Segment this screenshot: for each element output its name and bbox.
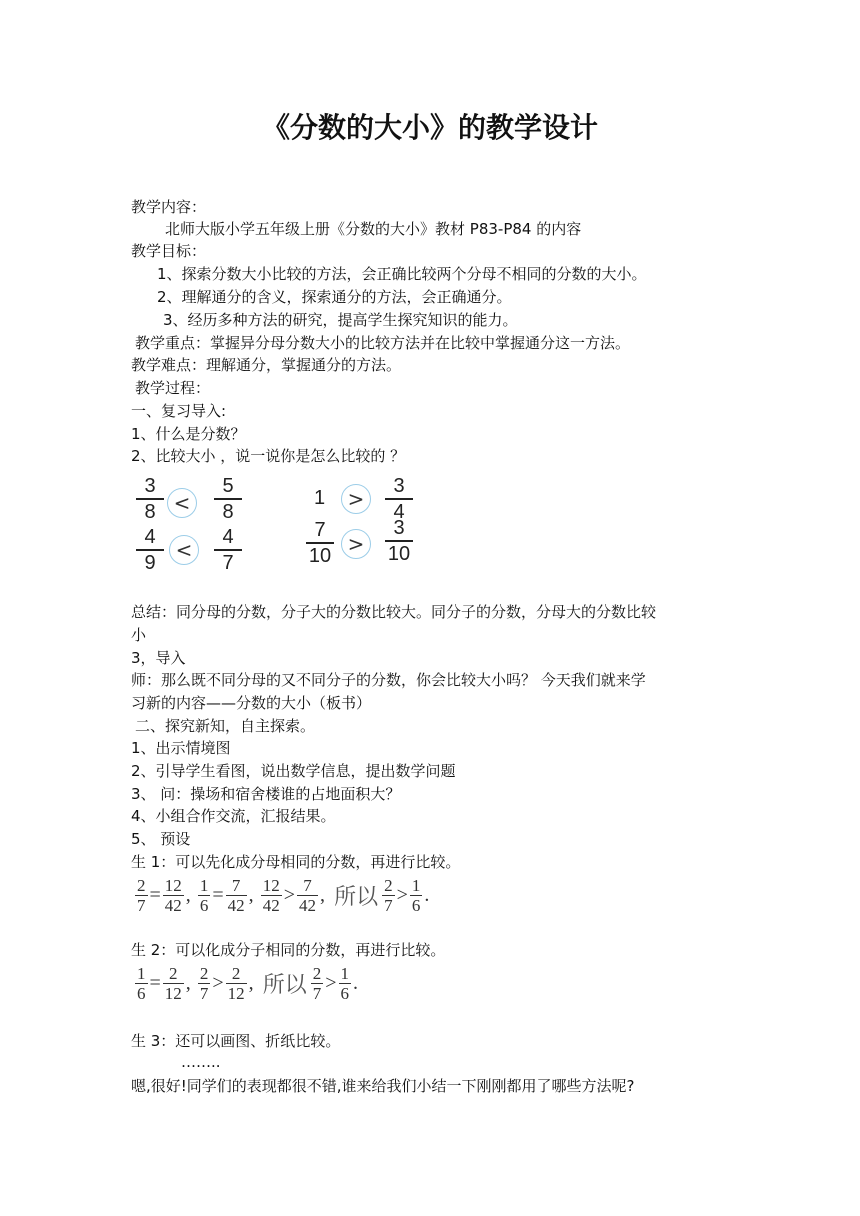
student-3: 生 3：还可以画图、折纸比较。: [131, 1032, 341, 1050]
part2-heading: 二、探究新知，自主探索。: [135, 717, 316, 735]
goal-label: 教学目标：: [131, 242, 207, 260]
difficulty: 教学难点：理解通分，掌握通分的方法。: [131, 356, 402, 374]
comma: ,: [320, 884, 326, 907]
fraction: $\frac{12}{42}$: [262, 876, 280, 916]
fraction: $\frac{1}{6}$: [411, 876, 421, 916]
fraction: $\frac{2}{7}$: [384, 876, 393, 916]
fraction: $\frac{2}{12}$: [227, 964, 245, 1004]
greater-than-sign: >: [396, 884, 408, 907]
content-label: 教学内容：: [131, 198, 207, 216]
fraction: 4 9: [132, 527, 168, 573]
fraction: $\frac{2}{7}$: [199, 964, 209, 1004]
equation-common-numerator: [134, 964, 359, 1010]
whole-number: 1: [314, 487, 326, 509]
fraction: 3 10: [381, 518, 417, 564]
fraction: $\frac{2}{7}$: [312, 964, 322, 1004]
ellipsis: ……..: [181, 1053, 221, 1071]
equals-sign: =: [149, 884, 161, 907]
part1-heading: 一、复习导入:: [131, 402, 227, 420]
equals-sign: =: [149, 972, 161, 995]
document-title: 《分数的大小》的教学设计: [261, 111, 598, 144]
question-1: 1、什么是分数？: [131, 425, 246, 443]
summary-line-2: 小: [131, 626, 147, 644]
goal-1: 1、探索分数大小比较的方法，会正确比较两个分母不相同的分数的大小。: [157, 265, 647, 283]
fraction: 3 4: [381, 476, 417, 522]
less-than-symbol: <: [167, 488, 197, 518]
goal-2: 2、理解通分的含义，探索通分的方法，会正确通分。: [157, 288, 512, 306]
comma: ,: [248, 884, 254, 907]
therefore-text: 所以: [334, 885, 379, 911]
fraction: $\frac{2}{7}$: [137, 876, 146, 916]
teacher-line-2: 习新的内容——分数的大小（板书）: [131, 694, 372, 712]
fraction: $\frac{12}{42}$: [164, 876, 182, 916]
step-2: 2、引导学生看图，说出数学信息，提出数学问题: [131, 762, 456, 780]
period: .: [353, 972, 359, 995]
fraction: $\frac{7}{42}$: [227, 876, 245, 916]
step-3: 3、 问：操场和宿舍楼谁的占地面积大？: [131, 785, 401, 803]
greater-than-symbol: >: [341, 529, 371, 559]
content-text: 北师大版小学五年级上册《分数的大小》教材 P83-P84 的内容: [165, 220, 582, 238]
fraction: $\frac{2}{12}$: [164, 964, 182, 1004]
fraction: $\frac{7}{42}$: [299, 876, 317, 916]
step-4: 4、小组合作交流，汇报结果。: [131, 807, 336, 825]
process-label: 教学过程：: [135, 379, 211, 397]
less-than-symbol: <: [169, 535, 199, 565]
fraction: 7 10: [302, 520, 338, 566]
equals-sign: =: [212, 884, 224, 907]
student-2: 生 2：可以化成分子相同的分数，再进行比较。: [131, 941, 446, 959]
fraction: $\frac{1}{6}$: [340, 964, 350, 1004]
fraction: 3 8: [132, 476, 168, 522]
fraction: $\frac{1}{6}$: [199, 876, 209, 916]
greater-than-sign: >: [212, 972, 224, 995]
greater-than-sign: >: [283, 884, 296, 907]
intro-heading: 3，导入: [131, 649, 186, 667]
comma: ,: [185, 884, 191, 907]
summary-line-1: 总结：同分母的分数，分子大的分数比较大。同分子的分数，分母大的分数比较: [131, 603, 657, 621]
greater-than-symbol: >: [341, 484, 371, 514]
step-5: 5、 预设: [131, 830, 191, 848]
greater-than-sign: >: [325, 972, 337, 995]
closing-line: 嗯,很好!同学们的表现都很不错,谁来给我们小结一下刚刚都用了哪些方法呢?: [131, 1077, 635, 1095]
teacher-line-1: 师：那么既不同分母的又不同分子的分数，你会比较大小吗？ 今天我们就来学: [131, 671, 646, 689]
question-2: 2、比较大小 ，说一说你是怎么比较的 ？: [131, 447, 406, 465]
therefore-text: 所以: [262, 973, 307, 999]
fraction: 4 7: [210, 527, 246, 573]
step-1: 1、出示情境图: [131, 739, 231, 757]
fraction: 5 8: [210, 476, 246, 522]
equation-common-denominator: [134, 876, 430, 922]
period: .: [424, 884, 430, 907]
fraction: $\frac{1}{6}$: [137, 964, 146, 1004]
student-1: 生 1：可以先化成分母相同的分数，再进行比较。: [131, 853, 461, 871]
comma: ,: [185, 972, 191, 995]
key-point: 教学重点：掌握异分母分数大小的比较方法并在比较中掌握通分这一方法。: [135, 334, 631, 352]
comma: ,: [248, 972, 254, 995]
goal-3: 3、经历多种方法的研究，提高学生探究知识的能力。: [163, 311, 518, 329]
